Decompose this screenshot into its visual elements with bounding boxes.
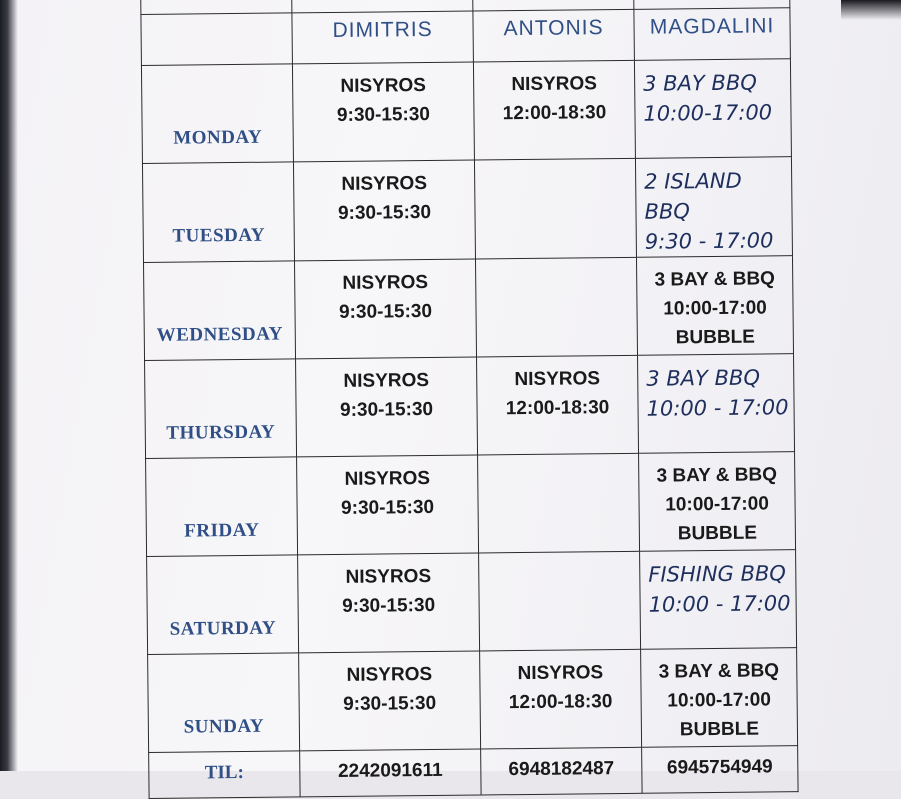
schedule-row bbox=[141, 59, 791, 164]
phone-row bbox=[149, 746, 798, 799]
antonis-shift-text bbox=[480, 650, 641, 718]
dimitris-shift-line: NISYROS bbox=[340, 75, 427, 97]
phone-label: TIL: bbox=[204, 761, 244, 784]
schedule-row bbox=[146, 452, 796, 557]
magdalini-shift-line: 3 BAY BBQ bbox=[646, 365, 761, 391]
antonis-shift-text bbox=[474, 61, 635, 129]
schedule-row bbox=[142, 157, 792, 263]
day-label: WEDNESDAY bbox=[156, 323, 284, 346]
dimitris-shift-line: 9:30-15:30 bbox=[342, 594, 436, 617]
dimitris-shift-cell bbox=[296, 357, 478, 457]
magdalini-shift-line: 3 BAY & BBQ bbox=[656, 464, 778, 487]
antonis-shift-line: NISYROS bbox=[514, 368, 601, 391]
magdalini-shift-cell bbox=[635, 157, 792, 258]
paper-corner-shadow bbox=[841, 0, 901, 20]
day-cell bbox=[145, 359, 297, 459]
schedule-row bbox=[148, 648, 798, 753]
magdalini-shift-line: 10:00-17:00 bbox=[663, 297, 767, 320]
schedule-table bbox=[140, 0, 799, 799]
magdalini-shift-line: 3 BAY BBQ bbox=[643, 70, 757, 96]
phone-dimitris-cell bbox=[300, 749, 481, 797]
antonis-shift-text bbox=[478, 454, 638, 464]
magdalini-shift-line: 3 BAY & BBQ bbox=[654, 268, 776, 291]
dimitris-shift-line: 9:30-15:30 bbox=[343, 692, 437, 715]
header-name-dimitris: DIMITRIS bbox=[332, 17, 433, 42]
day-label: TUESDAY bbox=[172, 224, 266, 247]
dimitris-shift-line: NISYROS bbox=[346, 663, 433, 686]
antonis-shift-text bbox=[475, 159, 635, 169]
magdalini-shift-handwritten-note bbox=[636, 157, 792, 257]
magdalini-shift-cell bbox=[639, 452, 796, 552]
header-name-cell bbox=[634, 8, 791, 61]
dimitris-shift-text bbox=[297, 455, 478, 523]
antonis-shift-text bbox=[476, 258, 636, 268]
phone-antonis-cell bbox=[481, 747, 642, 795]
magdalini-shift-line: 10:00-17:00 bbox=[643, 100, 773, 126]
dimitris-shift-cell bbox=[292, 62, 474, 162]
magdalini-shift-line: BUBBLE bbox=[677, 522, 758, 545]
dimitris-shift-line: NISYROS bbox=[343, 369, 430, 392]
antonis-shift-cell bbox=[475, 257, 637, 357]
phone-magdalini-cell bbox=[642, 746, 798, 794]
dimitris-shift-cell bbox=[295, 259, 477, 359]
antonis-shift-cell bbox=[479, 551, 641, 651]
schedule-row bbox=[147, 550, 797, 655]
schedule-row bbox=[145, 354, 795, 459]
antonis-shift-cell bbox=[473, 60, 635, 160]
magdalini-shift-line: 10:00 - 17:00 bbox=[646, 395, 789, 421]
header-blank-cell bbox=[141, 13, 293, 66]
magdalini-shift-line: BUBBLE bbox=[679, 718, 760, 741]
phone-dimitris: 2242091611 bbox=[337, 759, 443, 782]
day-label: SATURDAY bbox=[169, 617, 277, 640]
magdalini-shift-line: 10:00-17:00 bbox=[667, 689, 772, 712]
dimitris-shift-text bbox=[295, 260, 476, 328]
day-cell bbox=[144, 261, 296, 361]
antonis-shift-line: NISYROS bbox=[517, 662, 604, 685]
day-cell bbox=[142, 162, 294, 263]
dimitris-shift-line: 9:30-15:30 bbox=[339, 398, 434, 421]
dimitris-shift-line: NISYROS bbox=[344, 467, 431, 490]
day-cell bbox=[147, 555, 299, 655]
header-name-cell bbox=[473, 9, 635, 62]
day-cell bbox=[141, 64, 293, 164]
antonis-shift-line: 12:00-18:30 bbox=[502, 102, 607, 125]
magdalini-shift-cell bbox=[636, 256, 793, 356]
magdalini-shift-cell bbox=[638, 354, 795, 454]
phone-magdalini: 6945754949 bbox=[666, 756, 773, 779]
dimitris-shift-text bbox=[293, 63, 474, 131]
magdalini-shift-line: BUBBLE bbox=[675, 326, 756, 349]
day-cell bbox=[146, 457, 298, 557]
paper-edge-shadow bbox=[0, 0, 18, 771]
dimitris-shift-cell bbox=[297, 455, 479, 555]
dimitris-shift-cell bbox=[298, 553, 480, 653]
magdalini-shift-line: 3 BAY & BBQ bbox=[658, 660, 780, 683]
antonis-shift-cell bbox=[477, 355, 639, 455]
magdalini-shift-line: 10:00-17:00 bbox=[665, 493, 769, 516]
dimitris-shift-line: NISYROS bbox=[342, 272, 429, 294]
header-name-cell bbox=[292, 11, 474, 64]
magdalini-shift-cell bbox=[634, 59, 791, 159]
magdalini-shift-handwritten-note bbox=[640, 550, 796, 620]
magdalini-shift-text bbox=[639, 452, 795, 549]
day-cell bbox=[148, 653, 300, 753]
dimitris-shift-line: 9:30-15:30 bbox=[338, 300, 433, 323]
dimitris-shift-line: 9:30-15:30 bbox=[337, 201, 432, 224]
magdalini-shift-line: 9:30 - 17:00 bbox=[644, 228, 774, 254]
antonis-shift-text bbox=[479, 552, 639, 562]
dimitris-shift-line: NISYROS bbox=[345, 565, 432, 588]
magdalini-shift-cell bbox=[641, 648, 798, 748]
antonis-shift-line: 12:00-18:30 bbox=[508, 691, 613, 714]
magdalini-shift-handwritten-note bbox=[638, 354, 794, 424]
schedule-row bbox=[144, 256, 794, 361]
dimitris-shift-line: 9:30-15:30 bbox=[336, 103, 431, 126]
magdalini-shift-text bbox=[641, 648, 797, 745]
dimitris-shift-cell bbox=[299, 651, 481, 751]
antonis-shift-cell bbox=[478, 453, 640, 553]
phone-label-cell bbox=[149, 751, 300, 799]
dimitris-shift-cell bbox=[293, 160, 475, 261]
dimitris-shift-text bbox=[294, 161, 475, 229]
antonis-shift-line: NISYROS bbox=[511, 73, 598, 96]
header-name-magdalini: MAGDALINI bbox=[649, 14, 775, 39]
magdalini-shift-handwritten-note bbox=[635, 59, 791, 129]
day-label: FRIDAY bbox=[184, 519, 260, 542]
magdalini-shift-line: 10:00 - 17:00 bbox=[648, 591, 791, 617]
day-label: THURSDAY bbox=[166, 421, 276, 444]
antonis-shift-text bbox=[477, 356, 638, 424]
dimitris-shift-text bbox=[299, 651, 480, 719]
magdalini-shift-text bbox=[637, 256, 793, 353]
antonis-shift-line: 12:00-18:30 bbox=[505, 397, 610, 420]
day-label: MONDAY bbox=[173, 126, 263, 149]
dimitris-shift-text bbox=[298, 553, 479, 621]
header-row-names bbox=[141, 8, 790, 66]
dimitris-shift-line: NISYROS bbox=[341, 173, 428, 195]
header-name-antonis: ANTONIS bbox=[503, 16, 604, 41]
dimitris-shift-text bbox=[296, 358, 477, 426]
antonis-shift-cell bbox=[480, 649, 642, 749]
magdalini-shift-cell bbox=[640, 550, 797, 650]
day-label: SUNDAY bbox=[183, 715, 265, 738]
phone-antonis: 6948182487 bbox=[508, 758, 615, 781]
magdalini-shift-line: FISHING BBQ bbox=[648, 561, 787, 587]
magdalini-shift-line: 2 ISLAND BBQ bbox=[644, 168, 742, 224]
antonis-shift-cell bbox=[474, 158, 636, 259]
dimitris-shift-line: 9:30-15:30 bbox=[341, 496, 435, 519]
